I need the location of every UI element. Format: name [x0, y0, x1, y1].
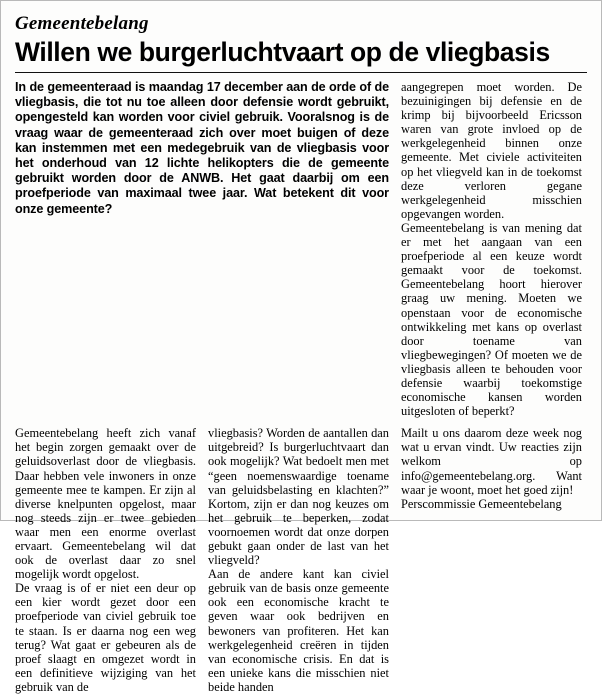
- column-3: [401, 426, 582, 511]
- lead-column: [15, 80, 389, 418]
- paragraph: aangegrepen moet worden. De bezuinigingen bij defensie en de krimp bij bijvoorbeeld Ericsson waren van grote invloed op de werkgelegenheid binnen onze gemeente. Met civiele activiteiten op het vliegveld kan in de toekomst deze verloren gegane werkgelegenheid misschien opgevangen worden.: [401, 80, 582, 221]
- paragraph: vliegbasis? Worden de aantallen dan uitgebreid? Is burgerluchtvaart dan ook mogelijk? Wat bedoelt men met “geen noemenswaardige toename van geluidsbelasting en klachten?” Kortom, zijn er dan nog keuzes om het gebruik te beperken, zodat voornoemen wordt dat onze dorpen gebukt gaan onder de last van het vliegveld?: [208, 426, 389, 568]
- paragraph: De vraag is of er niet een deur op een kier wordt gezet door een proefperiode van civiel gebruik toe te staan. Is er daarna nog een weg terug? Wat gaat er gebeuren als de proef slaagt en omgezet wordt in een definitieve wijziging van het gebruik van de: [15, 581, 196, 694]
- paragraph: Gemeentebelang is van mening dat er met het aangaan van een proefperiode al een keuze wordt gemaakt voor de toekomst. Gemeentebelang hoort hierover graag uw mening. Moeten we openstaan voor de economische ontwikkeling met kans op overlast door toename van vliegbewegingen? Of moeten we de vliegbasis alleen te behouden voor defensie waarbij toekomstige economische kansen worden uitgesloten of beperkt?: [401, 220, 582, 419]
- article-kicker: Gemeentebelang: [15, 13, 149, 34]
- lead-paragraph: In de gemeenteraad is maandag 17 december aan de orde of de vliegbasis, die tot nu toe alleen door defensie wordt gebruikt, opengesteld kan worden voor civiel gebruik. Vooralsnog is de vraag waar de gemeenteraad zich over moet buigen of deze kan instemmen met een medegebruik van de vliegbasis voor het onderhoud van 12 lichte helikopters die de gemeente gebruikt worden door de ANWB. Het gaat daarbij om een proefperiode van maximaal twee jaar. Wat betekent dit voor onze gemeente?: [15, 80, 389, 216]
- body-columns: [15, 426, 587, 694]
- column-2: [208, 426, 389, 694]
- page-title: Willen we burgerluchtvaart op de vliegbasis: [15, 37, 550, 67]
- paragraph: Aan de andere kant kan civiel gebruik van de basis onze gemeente ook een economische kracht te geven waar ook bedrijven en bewoners van profiteren. Het kan werkgelegenheid creëren in tijden van economische crisis. En dat is een unieke kans die misschien niet beide handen: [208, 567, 389, 694]
- lead-section: [15, 80, 587, 418]
- right-column-top: [401, 80, 582, 418]
- paragraph: Perscommissie Gemeentebelang: [401, 496, 562, 511]
- paragraph: Gemeentebelang heeft zich vanaf het begin zorgen gemaakt over de geluidsoverlast door de vliegbasis. Daar hebben vele inwoners in onze gemeente mee te kampen. Er zijn al diverse knelpunten opgelost, maar nog steeds zijn er twee gebieden waar men een enorme overlast ervaart. Gemeentebelang wil dat ook de overlast daar zo snel mogelijk wordt opgelost.: [15, 426, 196, 582]
- paragraph: Mailt u ons daarom deze week nog wat u ervan vindt. Uw reacties zijn welkom op info@gemeentebelang.org. Want waar je woont, moet het goed zijn!: [401, 426, 582, 497]
- column-1: [15, 426, 196, 694]
- title-divider: [15, 72, 587, 73]
